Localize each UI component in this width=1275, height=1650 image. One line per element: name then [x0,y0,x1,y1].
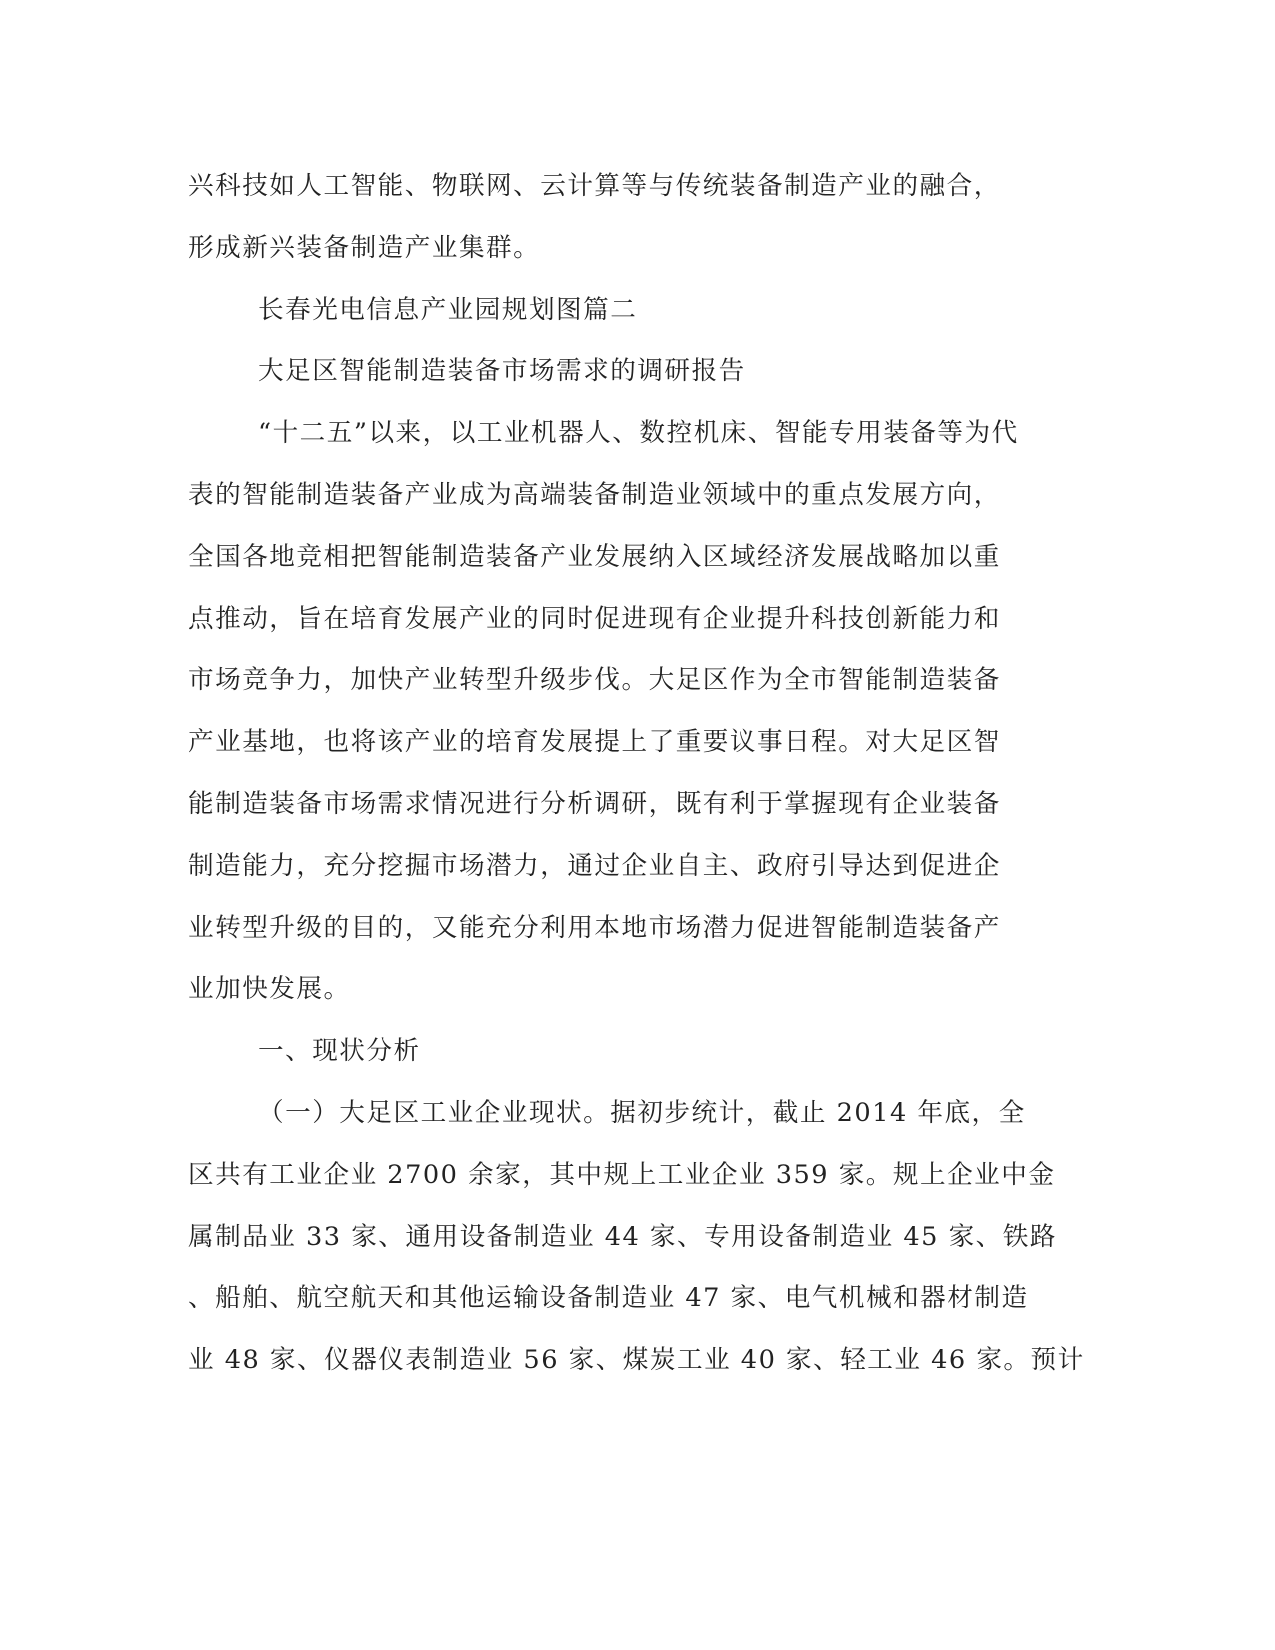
text-line: 区共有工业企业 2700 余家，其中规上工业企业 359 家。规上企业中金 [188,1159,1056,1190]
text-line: 产业基地，也将该产业的培育发展提上了重要议事日程。对大足区智 [188,727,1001,758]
text-line: 兴科技如人工智能、物联网、云计算等与传统装备制造产业的融合， [188,171,1001,201]
text-line: 形成新兴装备制造产业集群。 [188,232,541,263]
text-line: 全国各地竞相把智能制造装备产业发展纳入区域经济发展战略加以重 [188,541,1001,572]
text-line: “十二五”以来，以工业机器人、数控机床、智能专用装备等为代 [258,418,1019,449]
text-line: 业 48 家、仪器仪表制造业 56 家、煤炭工业 40 家、轻工业 46 家。预计 [188,1345,1085,1376]
section-heading: 长春光电信息产业园规划图篇二 [258,294,638,325]
text-line: 制造能力，充分挖掘市场潜力，通过企业自主、政府引导达到促进企 [188,850,1001,881]
document-title: 大足区智能制造装备市场需求的调研报告 [258,356,746,387]
section-heading: 一、现状分析 [258,1036,421,1067]
text-line: 表的智能制造装备产业成为高端装备制造业领域中的重点发展方向， [188,479,1001,510]
text-line: （一）大足区工业企业现状。据初步统计，截止 2014 年底，全 [258,1097,1026,1128]
text-line: 点推动，旨在培育发展产业的同时促进现有企业提升科技创新能力和 [188,603,1001,634]
document-body [188,156,1085,1392]
text-line: 属制品业 33 家、通用设备制造业 44 家、专用设备制造业 45 家、铁路 [188,1221,1057,1252]
text-line: 业加快发展。 [188,974,351,1005]
text-line: 、船舶、航空航天和其他运输设备制造业 47 家、电气机械和器材制造 [188,1283,1029,1314]
text-line: 能制造装备市场需求情况进行分析调研，既有利于掌握现有企业装备 [188,788,1001,819]
text-line: 市场竞争力，加快产业转型升级步伐。大足区作为全市智能制造装备 [188,665,1001,696]
text-line: 业转型升级的目的，又能充分利用本地市场潜力促进智能制造装备产 [188,912,1001,943]
